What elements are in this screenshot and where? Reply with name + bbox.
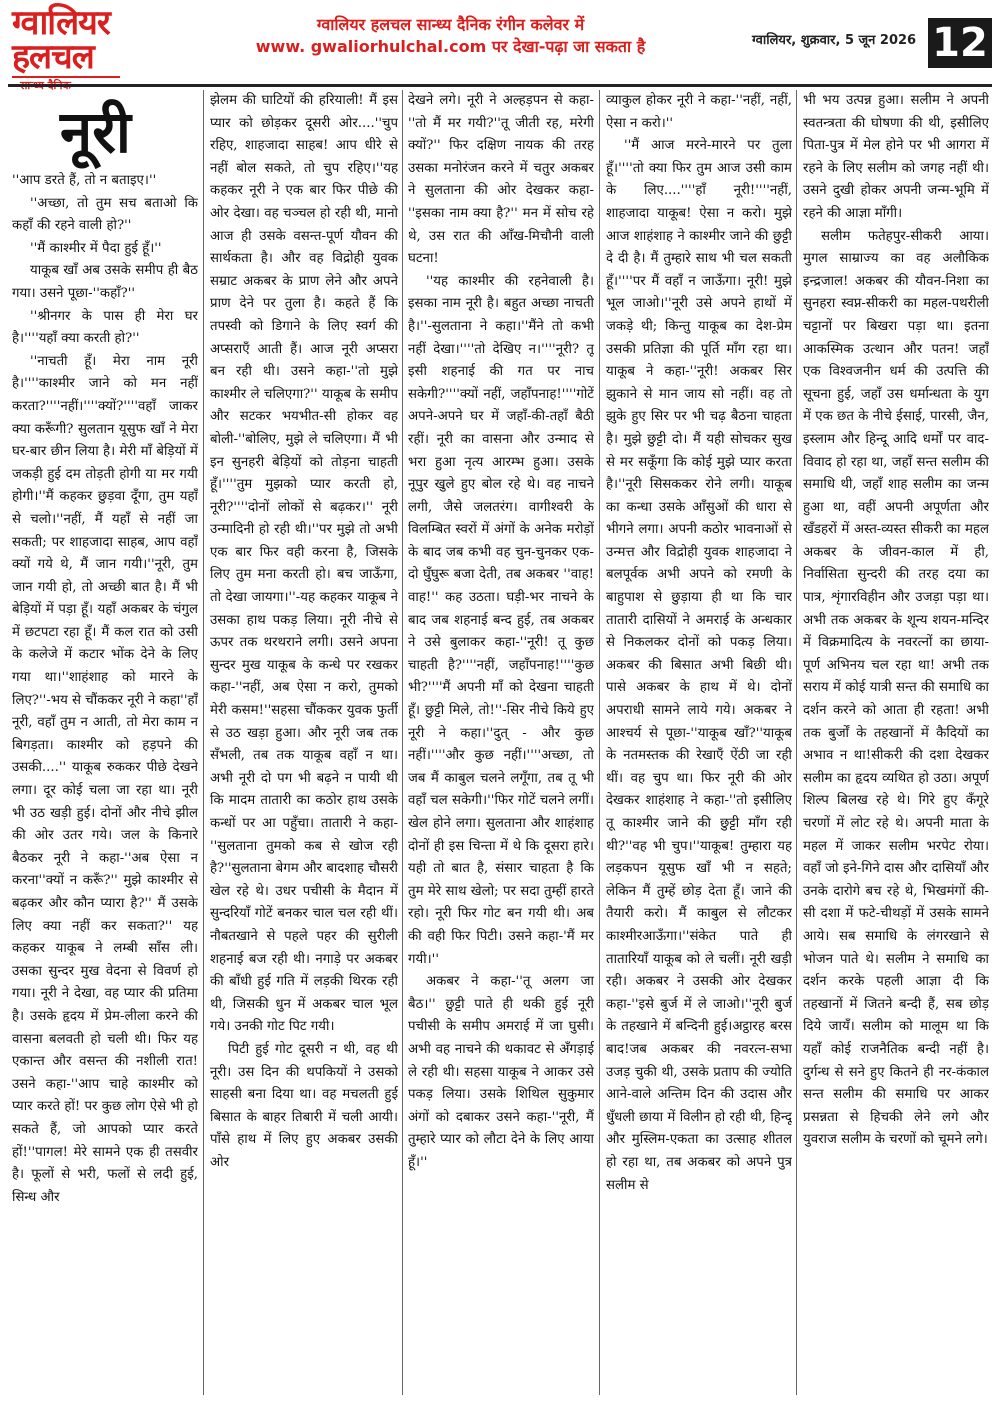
col3-para: अकबर ने कहा-''तू अलग जा बैठ।'' छुट्टी पाते ही थकी हुई नूरी पचीसी के समीप अमराई में जा घुसी। अभी वह नाचने की थकावट से अँगड़ाई ले रही थी। सहसा याकूब ने आकर उसे पकड़ लिया। उसके शिथिल सुकुमार अंगों को दबाकर उसने कहा-''नूरी, मैं तुम्हारे प्यार को लौटा देने के लिए आया हूँ।''	[408, 974, 594, 1170]
article-column-2	[210, 90, 398, 1395]
col1-para: ''नाचती हूँ। मेरा नाम नूरी है।''''काश्मीर जाने को मन नहीं करता?''''नहीं।''''क्यों?''''वहाँ जाकर क्या करूँगी? सुलतान यूसुफ खाँ ने मेरा घर-बार छीन लिया है। मेरी माँ बेड़ियों में जकड़ी हुई दम तोड़ती होगी या मर गयी होगी।''मैं कहकर छुड़वा दूँगा, तुम यहाँ से चलो।''नहीं, मैं यहाँ से नहीं जा सकती; पर शाहजादा साहब, आप वहाँ क्यों गये थे, मैं जान गयी।''नूरी, तुम जान गयी हो, तो अच्छी बात है। मैं भी बेड़ियों में पड़ा हूँ। यहाँ अकबर के चंगुल में छटपटा रहा हूँ। मैं कल रात को उसी के कलेजे में कटार भोंक देने के लिए गया था।''शाहंशाह को मारने के लिए?''-भय से चौंककर नूरी ने कहा''हाँ नूरी, वहाँ तुम न आती, तो मेरा काम न बिगड़ता। काश्मीर को हड़पने की उसकी....'' याकूब रुककर पीछे देखने लगा। दूर कोई चला जा रहा था। नूरी भी उठ खड़ी हुई। दोनों और नीचे झील की ओर उतर गये। जल के किनारे बैठकर नूरी ने कहा-''अब ऐसा न करना''क्यों न करूँ?'' मुझे काश्मीर से बढ़कर और कौन प्यारा है?'' मैं उसके लिए क्या नहीं कर सकता?'' यह कहकर याकूब ने लम्बी साँस ली। उसका सुन्दर मुख वेदना से विवर्ण हो गया। नूरी ने देखा, वह प्यार की प्रतिमा है। उसके हृदय में प्रेम-लीला करने की वासना बलवती हो चली थी। फिर यह एकान्त और वसन्त की नशीली रात! उसने कहा-''आप चाहे काश्मीर को प्यार करते हों! पर कुछ लोग ऐसे भी हो सकते हैं, जो आपको प्यार करते हों!''पागल! मेरे सामने एक ही तसवीर है। फूलों से भरी, फलों से लदी हुई, सिन्ध और	[12, 353, 198, 1205]
promo-line-1: ग्वालियर हलचल सान्ध्य दैनिक रंगीन कलेवर में	[316, 15, 585, 34]
masthead-divider	[8, 84, 992, 87]
logo-line-1: ग्वालियर	[12, 3, 110, 43]
article-column-5	[803, 90, 989, 1395]
col4-para: ''मैं आज मरने-मारने पर तुला हूँ।''''तो क्या फिर तुम आज उसी काम के लिए....''''हाँ नूरी!''''नहीं, शाहजादा याकूब! ऐसा न करो। मुझे आज शाहंशाह ने काश्मीर जाने की छुट्टी दे दी है। मैं तुम्हारे साथ भी चल सकती हूँ।''''पर मैं वहाँ न जाऊँगा। नूरी! मुझे भूल जाओ।''नूरी उसे अपने हाथों में जकड़े थी; किन्तु याकूब का देश-प्रेम उसकी प्रतिज्ञा की पूर्ति माँग रहा था। याकूब ने कहा-''नूरी! अकबर सिर झुकाने से मान जाय सो नहीं। वह तो झुके हुए सिर पर भी चढ़ बैठना चाहता है। मुझे छुट्टी दो। मैं यही सोचकर सुख से मर सकूँगा कि कोई मुझे प्यार करता है।''नूरी सिसककर रोने लगी। याकूब का कन्धा उसके आँसुओं की धारा से भीगने लगा। अपनी कठोर भावनाओं से उन्मत्त और विद्रोही युवक शाहजादा ने बलपूर्वक अभी अपने को रमणी के बाहुपाश से छुड़ाया ही था कि चार तातारी दासियों ने अमराई के अन्धकार से निकलकर दोनों को पकड़ लिया।अकबर की बिसात अभी बिछी थी। पासे अकबर के हाथ में थे। दोनों अपराधी सामने लाये गये। अकबर ने आश्चर्य से पूछा-''याकूब खाँ?''याकूब के नतमस्तक की रेखाएँ ऐंठी जा रही थीं। वह चुप था। फिर नूरी की ओर देखकर शाहंशाह ने कहा-''तो इसीलिए तू काश्मीर जाने की छुट्टी माँग रही थी?''वह भी चुप।''याकूब! तुम्हारा यह लड़कपन यूसुफ खाँ भी न सहते; लेकिन मैं तुम्हें छोड़ देता हूँ। जाने की तैयारी करो। मैं काबुल से लौटकर काश्मीरआऊँगा।''संकेत पाते ही तातारियाँ याकूब को ले चलीं। नूरी खड़ी रही। अकबर ने उसकी ओर देखकर कहा-''इसे बुर्ज में ले जाओ।''नूरी बुर्ज के तहखाने में बन्दिनी हुई।अट्ठारह बरस बाद!जब अकबर की नवरत्न-सभा उजड़ चुकी थी, उसके प्रताप की ज्योति आने-वाले अन्तिम दिन की उदास और धुँधली छाया में विलीन हो रही थी, हिन्दू और मुस्लिम-एकता का उत्साह शीतल हो रहा था, तब अकबर को अपने पुत्र सलीम से	[606, 138, 792, 1193]
article-column-3	[408, 90, 594, 1395]
col2-para: झेलम की घाटियों की हरियाली! मैं इस प्यार को छोड़कर दूसरी ओर....''चुप रहिए, शाहजादा साहब! आप धीरे से नहीं बोल सकते, तो चुप रहिए।''यह कहकर नूरी ने एक बार फिर पीछे की ओर देखा। वह चञ्चल हो रही थी, मानो आज ही उसके वसन्त-पूर्ण यौवन की सार्थकता है। और वह विद्रोही युवक सम्राट अकबर के प्राण लेने और अपने प्राण देने पर तुला है। कहते हैं कि तपस्वी को डिगाने के लिए स्वर्ग की अप्सराएँ आती हैं। आज नूरी अप्सरा बन रही थी। उसने कहा-''तो मुझे काश्मीर ले चलिएगा?'' याकूब के समीप और सटकर भयभीत-सी होकर वह बोली-''बोलिए, मुझे ले चलिएगा। मैं भी इन सुनहरी बेड़ियों को तोड़ना चाहती हूँ।''''तुम मुझको प्यार करती हो, नूरी?''''दोनों लोकों से बढ़कर।'' नूरी उन्मादिनी हो रही थी।''पर मुझे तो अभी एक बार फिर वही करना है, जिसके लिए तुम मना करती हो। बच जाऊँगा, तो देखा जायगा।''-यह कहकर याकूब ने उसका हाथ पकड़ लिया। नूरी नीचे से ऊपर तक थरथराने लगी। उसने अपना सुन्दर मुख याकूब के कन्धे पर रखकर कहा-''नहीं, अब ऐसा न करो, तुमको मेरी कसम!''सहसा चौंककर युवक फुर्ती से उठ खड़ा हुआ। और नूरी जब तक सँभली, तब तक याकूब वहाँ न था। अभी नूरी दो पग भी बढ़ने न पायी थी कि मादम तातारी का कठोर हाथ उसके कन्धों पर आ पहुँचा। तातारी ने कहा-''सुलताना तुमको कब से खोज रही है?''सुलताना बेगम और बादशाह चौसरी खेल रहे थे। उधर पचीसी के मैदान में सुन्दरियाँ गोटें बनकर चाल चल रही थीं। नौबतखाने से पहले पहर की सुरीली शहनाई बज रही थी। नगाड़े पर अकबर की बाँधी हुई गति में लड़की थिरक रही थी, जिसकी धुन में अकबर चाल भूल गये। उनकी गोट पिट गयी।	[210, 93, 398, 1035]
newspaper-logo	[12, 3, 162, 93]
column-rule	[599, 90, 600, 1395]
col1-para: ''श्रीनगर के पास ही मेरा घर है।''''यहाँ क्या करती हो?''	[12, 308, 198, 347]
column-rule	[402, 90, 403, 1395]
promo-banner	[178, 14, 723, 58]
col3-para: ''यह काश्मीर की रहनेवाली है। इसका नाम नूरी है। बहुत अच्छा नाचती है।''-सुलताना ने कहा।''मैंने तो कभी नहीं देखा।''''तो देखिए न।''''नूरी? तू इसी शहनाई की गत पर नाच सकेगी?''''क्यों नहीं, जहाँपनाह!''''गोटें अपने-अपने घर में जहाँ-की-तहाँ बैठी रहीं। नूरी का वासना और उन्माद से भरा हुआ नृत्य आरम्भ हुआ। उसके नूपुर खुले हुए बोल रहे थे। वह नाचने लगी, जैसे जलतरंग। वागीश्वरी के विलम्बित स्वरों में अंगों के अनेक मरोड़ों के बाद जब कभी वह चुन-चुनकर एक-दो घुँघुरू बजा देती, तब अकबर ''वाह! वाह!'' कह उठता। घड़ी-भर नाचने के बाद जब शहनाई बन्द हुई, तब अकबर ने उसे बुलाकर कहा-''नूरी! तू कुछ चाहती है?''''नहीं, जहाँपनाह!''''कुछ भी?''''मैं अपनी माँ को देखना चाहती हूँ। छुट्टी मिले, तो!''-सिर नीचे किये हुए नूरी ने कहा।''दुत् - और कुछ नहीं।''''और कुछ नहीं।''''अच्छा, तो जब मैं काबुल चलने लगूँगा, तब तू भी वहाँ चल सकेगी।''फिर गोटें चलने लगीं। खेल होने लगा। सुलताना और शाहंशाह दोनों ही इस चिन्ता में थे कि दूसरा हारे। यही तो बात है, संसार चाहता है कि तुम मेरे साथ खेलो; पर सदा तुम्हीं हारते रहो। नूरी फिर गोट बन गयी थी। अब की वही फिर पिटी। उसने कहा-'मैं मर गयी।''	[408, 273, 594, 967]
col2-para: पिटी हुई गोट दूसरी न थी, वह थी नूरी। उस दिन की थपकियों ने उसको साहसी बना दिया था। वह मचलती हुई बिसात के बाहर तिबारी में चली आयी। पाँसे हाथ में लिए हुए अकबर उसकी ओर	[210, 1041, 398, 1170]
page-number-badge: 12	[928, 18, 992, 68]
story-title: नूरी	[60, 98, 131, 166]
col4-para: व्याकुल होकर नूरी ने कहा-''नहीं, नहीं, ऐसा न करो।''	[606, 93, 792, 131]
col5-para: भी भय उत्पन्न हुआ। सलीम ने अपनी स्वतन्त्रता की घोषणा की थी, इसीलिए पिता-पुत्र में मेल होने पर भी आगरा में रहने के लिए सलीम को जगह नहीं थी। उसने दुखी होकर अपनी जन्म-भूमि में रहने की आज्ञा माँगी।	[803, 93, 989, 221]
column-rule	[203, 90, 204, 1395]
article-column-1	[12, 170, 198, 1395]
column-rule	[796, 90, 797, 1395]
masthead	[0, 0, 1000, 84]
col1-para: याकूब खाँ अब उसके समीप ही बैठ गया। उसने पूछा-''कहाँ?''	[12, 263, 198, 301]
logo-line-2: हलचल	[12, 37, 94, 77]
dateline: ग्वालियर, शुक्रवार, 5 जून 2026	[752, 33, 917, 48]
article-column-4	[606, 90, 792, 1395]
col1-para: ''अच्छा, तो तुम सच बताओ कि कहाँ की रहने वाली हो?''	[12, 195, 198, 234]
col3-para: देखने लगे। नूरी ने अल्हड़पन से कहा-''तो मैं मर गयी?''तू जीती रह, मरेगी क्यों?'' फिर दक्षिण नायक की तरह उसका मनोरंजन करने में चतुर अकबर ने सुलताना की ओर देखकर कहा-''इसका नाम क्या है?'' मन में सोच रहे थे, उस रात की आँख-मिचौनी वाली घटना!	[408, 93, 594, 267]
col1-para: ''आप डरते हैं, तो न बताइए।''	[12, 173, 157, 188]
col1-para: ''मैं काश्मीर में पैदा हुई हूँ।''	[30, 240, 162, 256]
col5-para: सलीम फतेहपुर-सीकरी आया। मुगल साम्राज्य का वह अलौकिक इन्द्रजाल! अकबर की यौवन-निशा का सुनहरा स्वप्न-सीकरी का महल-पथरीली चट्टानों पर बिखरा पड़ा था। इतना आकस्मिक उत्थान और पतन! जहाँ एक विश्वजनीन धर्म की उत्पत्ति की सूचना हुई, जहाँ उस धर्मान्धता के युग में एक छत के नीचे ईसाई, पारसी, जैन, इस्लाम और हिन्दू आदि धर्मों पर वाद-विवाद हो रहा था, जहाँ सन्त सलीम की समाधि थी, जहाँ शाह सलीम का जन्म हुआ था, वहीं अपनी अपूर्णता और खँडहरों में अस्त-व्यस्त सीकरी का महल अकबर के जीवन-काल में ही, निर्वासिता सुन्दरी की तरह दया का पात्र, शृंगारविहीन और उजड़ा पड़ा था। अभी तक अकबर के शून्य शयन-मन्दिर में विक्रमादित्य के नवरत्नों का छाया-पूर्ण अभिनय चल रहा था! अभी तक सराय में कोई यात्री सन्त की समाधि का दर्शन करने को आता ही रहता! अभी तक बुर्जों के तहखानों में कैदियों का अभाव न था!सीकरी की दशा देखकर सलीम का हृदय व्यथित हो उठा। अपूर्ण शिल्प बिलख रहे थे। गिरे हुए कँगूरे चरणों में लोट रहे थे। अपनी माता के महल में जाकर सलीम भरपेट रोया। वहाँ जो इने-गिने दास और दासियाँ और उनके दारोगे बच रहे थे, भिखमंगों की-सी दशा में फटे-चीथड़ों में उसके सामने आये। सब समाधि के लंगरखाने से भोजन पाते थे। सलीम ने समाधि का दर्शन करके पहली आज्ञा दी कि तहखानों में जितने बन्दी हैं, सब छोड़ दिये जायँ। सलीम को मालूम था कि यहाँ कोई राजनैतिक बन्दी नहीं है। दुर्गन्ध से सने हुए कितने ही नर-कंकाल सन्त सलीम की समाधि पर आकर प्रसन्नता से हिचकी लेने लगे और युवराज सलीम के चरणों को चूमने लगे।	[803, 228, 989, 1148]
promo-line-2: www. gwaliorhulchal.com पर देखा-पढ़ा जा सकता है	[255, 37, 646, 56]
